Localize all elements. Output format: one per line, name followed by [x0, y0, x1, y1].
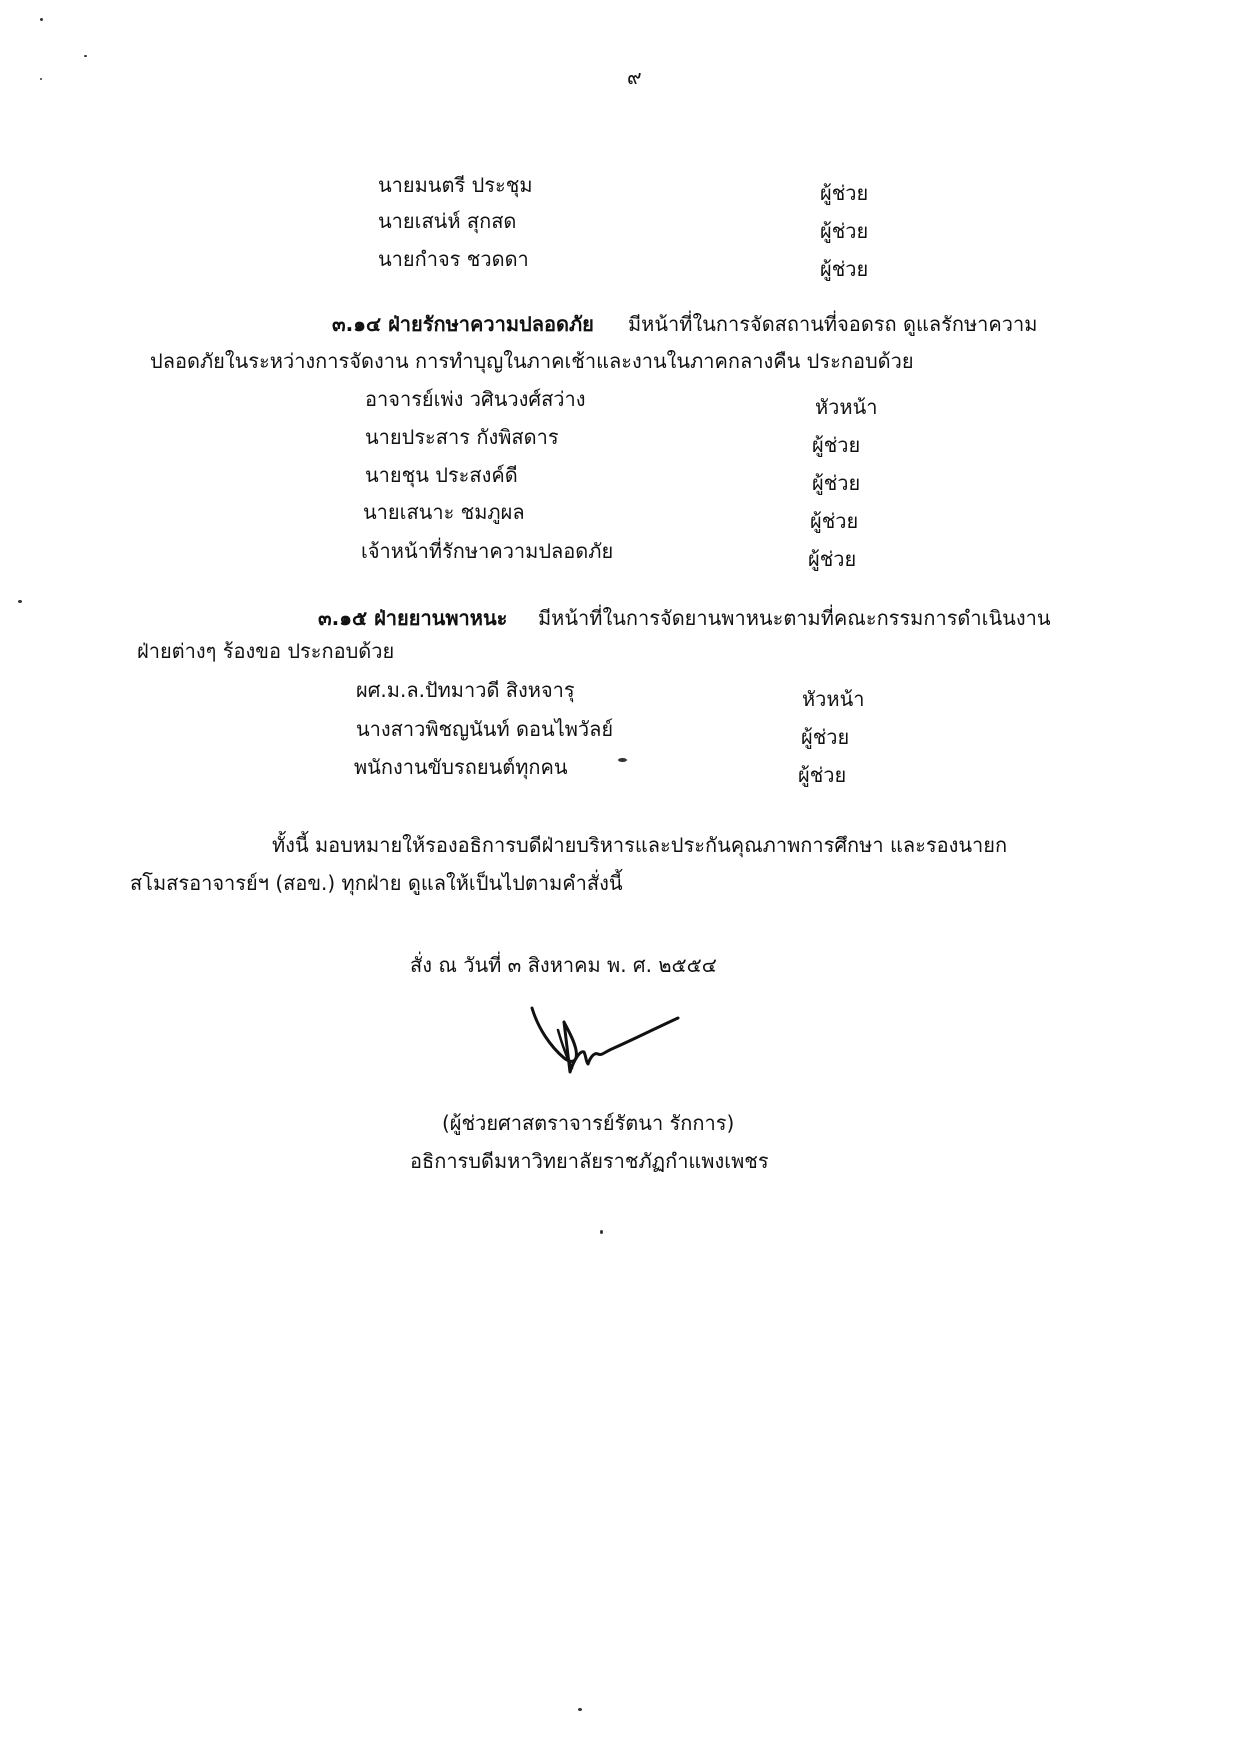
- member-role: ผู้ช่วย: [812, 471, 861, 495]
- scan-speck: [18, 600, 22, 603]
- scan-speck: [40, 78, 42, 80]
- scan-speck: [600, 1230, 603, 1234]
- page-number: ๙: [627, 65, 642, 89]
- member-name: นายเสน่ห์ สุกสด: [378, 209, 517, 233]
- signatory-position: อธิการบดีมหาวิทยาลัยราชภัฏกำแพงเพชร: [410, 1149, 769, 1173]
- member-name: นายประสาร กังพิสดาร: [365, 425, 559, 449]
- member-name: นายกำจร ชวดดา: [378, 247, 529, 271]
- member-role: ผู้ช่วย: [820, 257, 869, 281]
- order-date: สั่ง ณ วันที่ ๓ สิงหาคม พ. ศ. ๒๕๕๔: [410, 953, 717, 977]
- closing-line1: ทั้งนี้ มอบหมายให้รองอธิการบดีฝ่ายบริหารและประกันคุณภาพการศึกษา และรองนายก: [272, 833, 1008, 857]
- member-name: นายชุน ประสงค์ดี: [365, 463, 518, 487]
- section-14-desc-line2: ปลอดภัยในระหว่างการจัดงาน การทำบุญในภาคเช้าและงานในภาคกลางคืน ประกอบด้วย: [150, 349, 914, 373]
- section-14-title: ๓.๑๔ ฝ่ายรักษาความปลอดภัย: [332, 312, 594, 336]
- scan-speck: [618, 758, 627, 762]
- member-role: ผู้ช่วย: [801, 725, 850, 749]
- section-14-desc-line1: มีหน้าที่ในการจัดสถานที่จอดรถ ดูแลรักษาความ: [628, 312, 1038, 336]
- member-role: หัวหน้า: [802, 687, 865, 711]
- section-15-title: ๓.๑๕ ฝ่ายยานพาหนะ: [318, 606, 508, 630]
- member-name: นายเสนาะ ชมภูผล: [363, 500, 525, 524]
- member-role: ผู้ช่วย: [810, 509, 859, 533]
- member-name: พนักงานขับรถยนต์ทุกคน: [354, 755, 568, 779]
- signature-image: [528, 1000, 698, 1090]
- member-name: อาจารย์เพ่ง วศินวงศ์สว่าง: [365, 387, 586, 411]
- signatory-name: (ผู้ช่วยศาสตราจารย์รัตนา รักการ): [442, 1111, 735, 1135]
- member-role: หัวหน้า: [815, 395, 878, 419]
- scan-speck: [40, 18, 43, 21]
- scan-speck: [578, 1708, 582, 1711]
- member-role: ผู้ช่วย: [812, 433, 861, 457]
- closing-line2: สโมสรอาจารย์ฯ (สอข.) ทุกฝ่าย ดูแลให้เป็นไปตามคำสั่งนี้: [130, 871, 623, 895]
- member-name: เจ้าหน้าที่รักษาความปลอดภัย: [361, 539, 614, 563]
- scan-speck: [84, 55, 87, 57]
- member-role: ผู้ช่วย: [808, 547, 857, 571]
- member-name: ผศ.ม.ล.ปัทมาวดี สิงหจารุ: [356, 678, 575, 702]
- member-role: ผู้ช่วย: [798, 763, 847, 787]
- member-role: ผู้ช่วย: [820, 219, 869, 243]
- member-name: นางสาวพิชญนันท์ ดอนไพวัลย์: [356, 717, 614, 741]
- member-name: นายมนตรี ประชุม: [378, 173, 533, 197]
- section-15-desc-line1: มีหน้าที่ในการจัดยานพาหนะตามที่คณะกรรมการดำเนินงาน: [538, 606, 1051, 630]
- member-role: ผู้ช่วย: [820, 181, 869, 205]
- section-15-desc-line2: ฝ่ายต่างๆ ร้องขอ ประกอบด้วย: [137, 639, 395, 663]
